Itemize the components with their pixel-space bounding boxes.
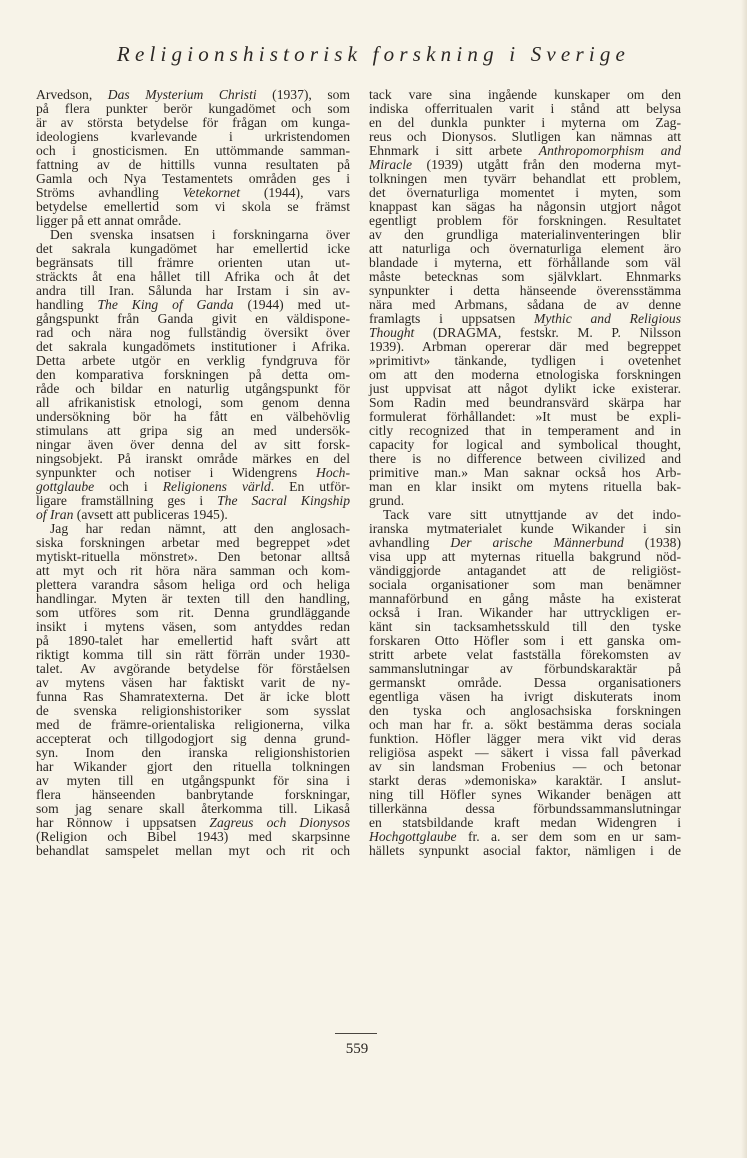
- text-run: Som Radin med beundransvärd skärpa har: [369, 395, 681, 410]
- text-line: [36, 774, 350, 788]
- text-line: [369, 200, 681, 214]
- italic-title: Hoch-: [316, 465, 350, 480]
- text-run: »primitivt» tänkande, tydligen i ovetenhet: [369, 353, 681, 368]
- text-line: [369, 438, 681, 452]
- italic-title: The King of Ganda: [97, 297, 234, 312]
- text-run: (avsett att publiceras 1945).: [73, 507, 228, 522]
- text-run: siska forskningen arbetar med begreppet »det: [36, 535, 350, 550]
- text-line: [36, 508, 350, 522]
- text-run: Ströms avhandling: [36, 185, 183, 200]
- right-column: [369, 88, 681, 858]
- text-line: [36, 270, 350, 284]
- text-line: [369, 662, 681, 676]
- text-line: [36, 158, 350, 172]
- text-line: [36, 396, 350, 410]
- text-run: starkt deras »demoniska» karaktär. I anslut-: [369, 773, 681, 788]
- text-line: [369, 844, 681, 858]
- text-line: [36, 578, 350, 592]
- text-run: funktion. Höfler lägger mera vikt vid deras: [369, 731, 681, 746]
- text-run: riktigt komma till sin rätt förrän under 1930-: [36, 647, 350, 662]
- text-line: [36, 802, 350, 816]
- paragraph: [36, 228, 350, 522]
- text-line: [36, 592, 350, 606]
- text-line: [369, 564, 681, 578]
- text-run: fr. a. ser dem som en ur sam-: [456, 829, 681, 844]
- text-line: [369, 592, 681, 606]
- text-run: funna Ras Shamratexterna. Det är icke blott: [36, 689, 350, 704]
- text-run: (1938): [623, 535, 681, 550]
- text-run: germanskt område. Dessa organisationers: [369, 675, 681, 690]
- text-line: [36, 256, 350, 270]
- text-line: [36, 466, 350, 480]
- text-line: [36, 732, 350, 746]
- text-run: iranska mytmaterialet kunde Wikander i sin: [369, 521, 681, 536]
- text-run: (1939) utgått från den moderna myt-: [412, 157, 681, 172]
- text-run: primitive man.» Man saknar också hos Arb-: [369, 465, 681, 480]
- text-line: [36, 760, 350, 774]
- text-run: hällets synpunkt asocial faktor, nämligen i de: [369, 843, 681, 858]
- text-run: andra till Iran. Sålunda har Irstam i sin av-: [36, 283, 350, 298]
- text-line: [36, 718, 350, 732]
- text-line: [369, 172, 681, 186]
- text-run: av sin landsman Frobenius — och betonar: [369, 759, 681, 774]
- text-run: också i Iran. Wikander har uttryckligen er-: [369, 605, 681, 620]
- text-line: [369, 550, 681, 564]
- text-run: som jag senare skall återkomma till. Likaså: [36, 801, 350, 816]
- text-line: [36, 676, 350, 690]
- text-run: begränsats till främre orienten utan ut-: [36, 255, 350, 270]
- text-line: [369, 326, 681, 340]
- text-line: [369, 578, 681, 592]
- text-run: gångspunkt från Ganda givit en väldispone-: [36, 311, 350, 326]
- italic-title: Zagreus och Dionysos: [209, 815, 350, 830]
- text-line: [369, 144, 681, 158]
- text-run: capacity for logical and symbolical thought,: [369, 437, 681, 452]
- text-run: just uppvisat att något dylikt icke existerar.: [369, 381, 681, 396]
- text-line: [369, 802, 681, 816]
- text-run: accepterat och tillgodogjort sig denna grund-: [36, 731, 350, 746]
- text-run: citly recognized that in temperament and in: [369, 423, 681, 438]
- page-number: 559: [345, 1041, 369, 1057]
- paragraph: [369, 88, 681, 508]
- italic-title: The Sacral Kingship: [217, 493, 351, 508]
- text-line: [36, 144, 350, 158]
- text-run: egentligt problem för forskningen. Resultatet: [369, 213, 681, 228]
- text-run: knappast kan sägas ha någonsin utgjort något: [369, 199, 681, 214]
- text-line: [369, 312, 681, 326]
- text-run: there is no difference between civilized and: [369, 451, 681, 466]
- text-run: att myt och rit höra nära samman och kom-: [36, 563, 350, 578]
- text-line: [369, 774, 681, 788]
- text-run: om att den moderna etnologiska forskningen: [369, 367, 681, 382]
- text-run: forskaren Otto Höfler som i ett ganska om-: [369, 633, 681, 648]
- left-column: [36, 88, 350, 858]
- text-run: blandade i myterna, ett förhållande som väl: [369, 255, 681, 270]
- italic-title: Miracle: [369, 157, 413, 172]
- text-run: råde och bildar en naturlig utgångspunkt för: [36, 381, 350, 396]
- text-line: [369, 270, 681, 284]
- text-line: [36, 368, 350, 382]
- text-run: Arvedson,: [36, 87, 108, 102]
- text-run: undersökning bör ha fått en välbehövlig: [36, 409, 350, 424]
- italic-title: Das Mysterium Christi: [107, 87, 257, 102]
- text-run: av den grundliga materialinventeringen blir: [369, 227, 681, 242]
- text-run: och i gnosticismen. En uttömmande samman-: [36, 143, 350, 158]
- text-run: 1939). Arbman opererar där med begreppet: [369, 339, 681, 354]
- text-line: [36, 214, 350, 228]
- text-line: [36, 620, 350, 634]
- text-line: [36, 452, 350, 466]
- text-run: man en klar insikt om mytens rituella bak-: [369, 479, 681, 494]
- text-run: . En utför-: [270, 479, 350, 494]
- text-run: sträckts åt ena hållet till Afrika och åt det: [36, 269, 350, 284]
- text-line: [369, 760, 681, 774]
- text-run: framlagts i uppsatsen: [369, 311, 534, 326]
- text-line: [369, 788, 681, 802]
- text-run: tolkningen men tyvärr behandlat ett problem,: [369, 171, 681, 186]
- text-run: talet. Av avgörande betydelse för förståelsen: [36, 661, 350, 676]
- text-line: [36, 550, 350, 564]
- text-run: av mytens väsen har faktiskt varit de ny-: [36, 675, 350, 690]
- text-run: behandlat samspelet mellan myt och rit och: [36, 843, 350, 858]
- text-line: [36, 130, 350, 144]
- paragraph: [36, 522, 350, 858]
- text-line: [36, 844, 350, 858]
- text-run: nära med Arbmans, sådana de av denne: [369, 297, 681, 312]
- text-run: (1944) med ut-: [233, 297, 350, 312]
- italic-title: of Iran: [36, 507, 74, 522]
- text-line: [36, 382, 350, 396]
- text-run: Tack vare sitt utnyttjande av det indo-: [383, 507, 681, 522]
- text-run: tack vare sina ingående kunskaper om den: [369, 87, 681, 102]
- text-line: [369, 186, 681, 200]
- text-run: det sakrala kungadömet har emellertid icke: [36, 241, 350, 256]
- text-line: [369, 396, 681, 410]
- text-line: [369, 494, 681, 508]
- text-run: är av största betydelse för frågan om kunga-: [36, 115, 350, 130]
- italic-title: gottglaube: [36, 479, 95, 494]
- text-line: [36, 494, 350, 508]
- text-run: på flera punkter berör kungadömet och som: [36, 101, 350, 116]
- text-line: [369, 452, 681, 466]
- text-line: [369, 424, 681, 438]
- italic-title: Thought: [369, 325, 415, 340]
- text-line: [369, 228, 681, 242]
- page-edge-shadow: [741, 0, 747, 1158]
- text-run: har Rönnow i uppsatsen: [36, 815, 210, 830]
- text-run: plettera varandra såsom heliga ord och heliga: [36, 577, 350, 592]
- text-line: [369, 284, 681, 298]
- text-line: [369, 718, 681, 732]
- text-run: visa upp att myternas rituella bakgrund nöd-: [369, 549, 681, 564]
- text-run: handling: [36, 297, 98, 312]
- text-line: [36, 354, 350, 368]
- text-run: egentliga väsen ha ivrigt diskuterats inom: [369, 689, 681, 704]
- text-run: Den svenska insatsen i forskningarna över: [50, 227, 350, 242]
- text-line: [369, 116, 681, 130]
- text-line: [36, 704, 350, 718]
- text-run: och i: [94, 479, 163, 494]
- text-run: Ehnmark i sitt arbete: [369, 143, 539, 158]
- text-run: religiösa aspekt — säkert i vissa fall påverkad: [369, 745, 681, 760]
- text-line: [369, 88, 681, 102]
- text-run: Jag har redan nämnt, att den anglosach-: [50, 521, 350, 536]
- text-line: [369, 536, 681, 550]
- text-line: [36, 340, 350, 354]
- text-line: [369, 508, 681, 522]
- text-run: sammanslutningar av förbundskaraktär på: [369, 661, 681, 676]
- running-header: Religionshistorisk forskning i Sverige: [116, 42, 631, 66]
- text-line: [36, 816, 350, 830]
- text-line: [36, 242, 350, 256]
- text-run: vändiggjorde antagandet att de religiöst-: [369, 563, 681, 578]
- text-run: Detta arbete utgör en verklig fyndgruva för: [36, 353, 350, 368]
- text-run: känt sin tacksamhetsskuld till den tyske: [369, 619, 681, 634]
- text-run: stritt arbete velat fastställa förekomsten av: [369, 647, 681, 662]
- text-line: [36, 746, 350, 760]
- text-line: [369, 830, 681, 844]
- text-line: [369, 340, 681, 354]
- text-run: (Religion och Bibel 1943) med skarpsinne: [36, 829, 350, 844]
- text-run: ideologiens kvarlevande i urkristendomen: [36, 129, 350, 144]
- text-run: rad och nära nog fullständig översikt över: [36, 325, 350, 340]
- paragraph: [369, 508, 681, 858]
- text-run: den tyska och anglosachsiska forskningen: [369, 703, 681, 718]
- text-run: reus och Dionysos. Slutligen kan nämnas att: [369, 129, 681, 144]
- text-run: syn. Inom den iranska religionshistorien: [36, 745, 350, 760]
- text-run: på 1890-talet har emellertid haft svårt att: [36, 633, 350, 648]
- italic-title: Anthropomorphism and: [538, 143, 681, 158]
- paragraph: [36, 88, 350, 228]
- text-line: [369, 522, 681, 536]
- text-run: det sakrala kungadömets institutioner i Afrika.: [36, 339, 350, 354]
- text-line: [369, 354, 681, 368]
- text-line: [369, 298, 681, 312]
- text-run: (DRAGMA, festskr. M. P. Nilsson: [414, 325, 681, 340]
- text-line: [36, 606, 350, 620]
- text-run: all afrikanistisk etnologi, som genom denna: [36, 395, 350, 410]
- text-line: [36, 522, 350, 536]
- text-line: [36, 326, 350, 340]
- text-run: de svenska religionshistoriker som sysslat: [36, 703, 350, 718]
- text-run: har Wikander gjort den rituella tolkningen: [36, 759, 350, 774]
- text-line: [369, 606, 681, 620]
- italic-title: Religionens värld: [162, 479, 271, 494]
- text-line: [36, 438, 350, 452]
- text-line: [369, 466, 681, 480]
- text-line: [369, 480, 681, 494]
- text-run: betydelse emellertid som vi skola se främst: [36, 199, 350, 214]
- text-line: [36, 410, 350, 424]
- text-run: den komparativa forskningen på detta om-: [36, 367, 350, 382]
- text-run: av myten till en utgångspunkt för sina i: [36, 773, 350, 788]
- italic-title: Der arische Männerbund: [450, 535, 624, 550]
- text-run: synpunkter och notiser i Widengrens: [36, 465, 317, 480]
- text-run: det övernaturliga momentet i myten, som: [369, 185, 681, 200]
- text-run: Gamla och Nya Testamentets områden ges i: [36, 171, 350, 186]
- footer-rule: [335, 1033, 377, 1034]
- text-run: (1944), vars: [240, 185, 350, 200]
- text-line: [369, 732, 681, 746]
- text-run: med de främre-orientaliska religionerna, vilka: [36, 717, 350, 732]
- text-line: [36, 186, 350, 200]
- text-line: [36, 116, 350, 130]
- text-line: [369, 690, 681, 704]
- text-line: [36, 298, 350, 312]
- text-run: ningar även över denna del av sitt forsk-: [36, 437, 350, 452]
- italic-title: Hochgottglaube: [369, 829, 457, 844]
- text-run: handlingar. Myten är texten till den handling,: [36, 591, 350, 606]
- text-run: stimulans att gripa sig an med undersök-: [36, 423, 350, 438]
- text-line: [369, 158, 681, 172]
- text-run: ningsobjekt. På iranskt område märkes en del: [36, 451, 350, 466]
- text-line: [369, 676, 681, 690]
- text-run: synpunkter i detta hänseende överensstämma: [369, 283, 681, 298]
- text-line: [369, 704, 681, 718]
- text-line: [369, 130, 681, 144]
- text-line: [369, 242, 681, 256]
- text-line: [36, 200, 350, 214]
- text-run: avhandling: [369, 535, 451, 550]
- text-run: ning till Höfler synes Wikander benägen att: [369, 787, 681, 802]
- italic-title: Vetekornet: [182, 185, 240, 200]
- text-run: grund.: [369, 493, 405, 508]
- text-run: insikt i mytens väsen, som antyddes redan: [36, 619, 350, 634]
- text-line: [369, 256, 681, 270]
- text-line: [36, 788, 350, 802]
- text-run: mytiskt-rituella mönstret». Den betonar alltså: [36, 549, 350, 564]
- text-run: indiska offerritualen varit i stånd att belysa: [369, 101, 681, 116]
- text-line: [36, 424, 350, 438]
- text-run: ligger på ett annat område.: [36, 213, 182, 228]
- text-run: som utföres som rit. Denna grundläggande: [36, 605, 350, 620]
- text-line: [369, 648, 681, 662]
- text-run: formulerat förhållandet: »It must be expli-: [369, 409, 681, 424]
- text-line: [36, 690, 350, 704]
- text-run: sociala organisationer som man benämner: [369, 577, 681, 592]
- text-line: [36, 284, 350, 298]
- text-line: [369, 102, 681, 116]
- text-line: [36, 564, 350, 578]
- text-line: [36, 480, 350, 494]
- text-run: (1937), som: [256, 87, 350, 102]
- text-line: [369, 634, 681, 648]
- text-line: [36, 830, 350, 844]
- text-line: [369, 816, 681, 830]
- text-run: en statsbildande kraft medan Widengren i: [369, 815, 681, 830]
- text-run: fattning av de hittills vunna resultaten på: [36, 157, 350, 172]
- text-line: [36, 172, 350, 186]
- text-line: [369, 746, 681, 760]
- italic-title: Mythic and Religious: [534, 311, 681, 326]
- text-line: [36, 312, 350, 326]
- text-line: [36, 536, 350, 550]
- text-run: tillerkänna dessa förbundssammanslutningar: [369, 801, 681, 816]
- text-line: [36, 88, 350, 102]
- text-run: flera hänseenden banbrytande forskningar,: [36, 787, 350, 802]
- text-line: [36, 648, 350, 662]
- text-line: [369, 214, 681, 228]
- text-line: [369, 620, 681, 634]
- text-run: måste betecknas som självklart. Ehnmarks: [369, 269, 681, 284]
- text-line: [369, 368, 681, 382]
- text-line: [36, 662, 350, 676]
- text-line: [369, 382, 681, 396]
- text-line: [36, 102, 350, 116]
- text-run: ligare framställning ges i: [36, 493, 218, 508]
- text-run: att naturliga och övernaturliga element äro: [369, 241, 681, 256]
- text-run: en del dunkla punkter i myterna om Zag-: [369, 115, 681, 130]
- text-line: [36, 634, 350, 648]
- text-line: [36, 228, 350, 242]
- text-run: och man har fr. a. sökt bestämma deras sociala: [369, 717, 681, 732]
- text-line: [369, 410, 681, 424]
- text-run: mannaförbund en gång måste ha existerat: [369, 591, 681, 606]
